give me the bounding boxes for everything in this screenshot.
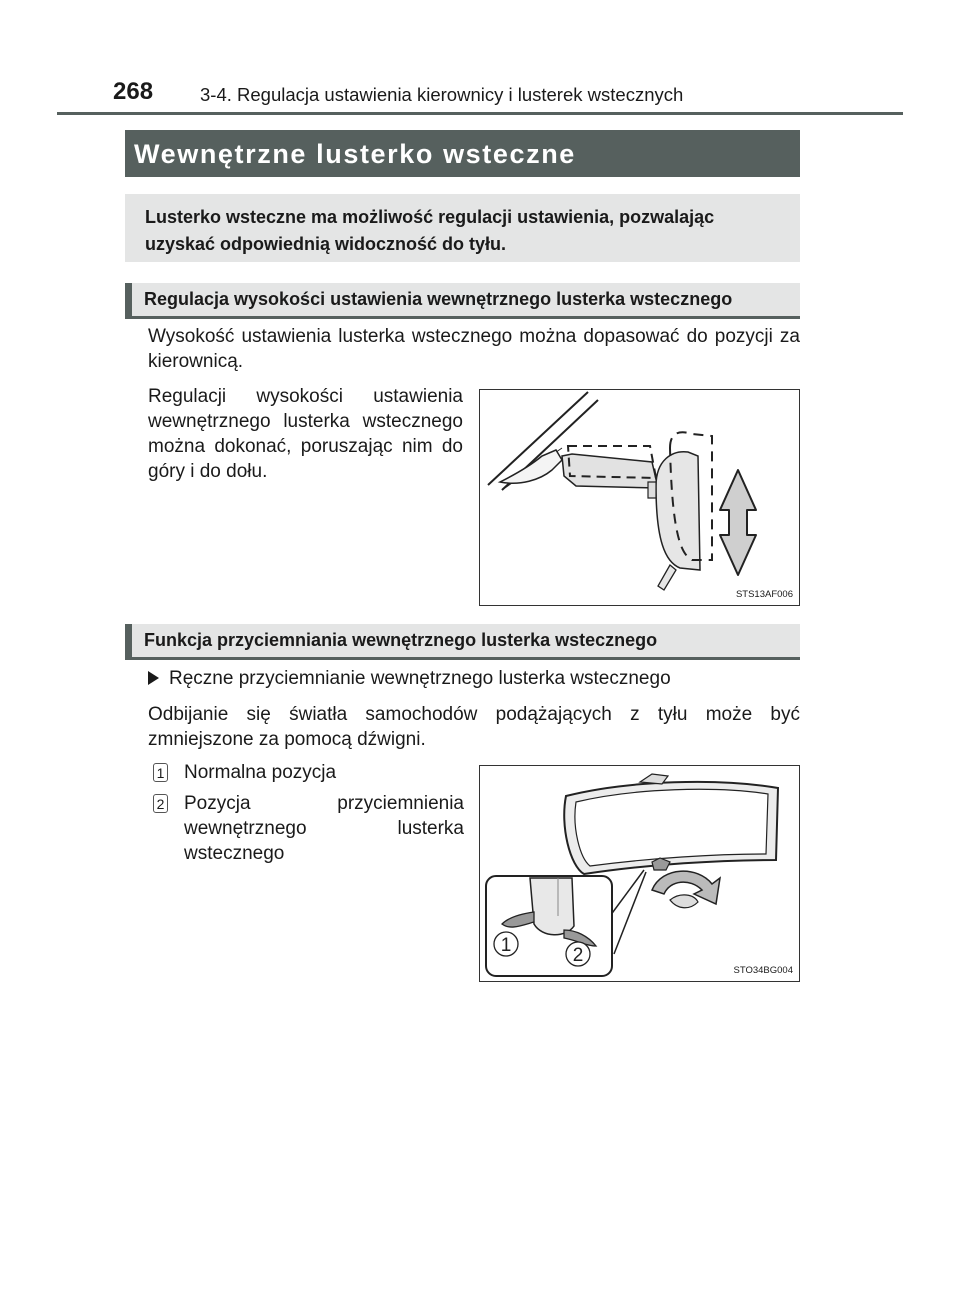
callout-2: 2 — [572, 945, 584, 966]
item-number: 1 — [153, 763, 168, 782]
header-rule — [57, 112, 903, 115]
paragraph-adjust: Regulacji wysokości ustawienia wewnętrznego lusterka wstecznego można dokonać, poruszając nim do góry i do dołu. — [148, 386, 463, 482]
intro-box — [125, 194, 800, 262]
item-text: Pozycja przyciemnienia wewnętrznego lusterka wstecznego — [184, 793, 464, 864]
paragraph-position: Wysokość ustawienia lusterka wstecznego można dopasować do pozycji za kierownicą. — [148, 326, 800, 372]
paragraph-reflection: Odbijanie się światła samochodów podążających z tyłu może być zmniejszone za pomocą dźwigni. — [148, 704, 800, 750]
section-header: 3-4. Regulacja ustawienia kierownicy i lusterek wstecznych — [200, 84, 684, 105]
page-number: 268 — [113, 78, 154, 105]
subheading-height-adjust — [125, 283, 800, 319]
page-title: Wewnętrzne lusterko wsteczne — [134, 139, 576, 169]
subheading-dimming — [125, 624, 800, 660]
subheading-text: Funkcja przyciemniania wewnętrznego lusterka wstecznego — [144, 630, 658, 650]
bullet-text: Ręczne przyciemnianie wewnętrznego lusterka wstecznego — [169, 668, 671, 689]
callout-1: 1 — [500, 935, 512, 956]
page-title-bar — [125, 130, 800, 177]
figure-mirror-dimming — [479, 765, 800, 982]
mirror-dimming-illustration — [480, 766, 799, 981]
figure-code: STO34BG004 — [733, 965, 793, 976]
figure-mirror-height — [479, 389, 800, 606]
subheading-text: Regulacja wysokości ustawienia wewnętrznego lusterka wstecznego — [144, 289, 733, 309]
figure-code: STS13AF006 — [735, 589, 793, 600]
item-number: 2 — [153, 794, 168, 813]
triangle-bullet-icon — [148, 671, 159, 685]
intro-text: Lusterko wsteczne ma możliwość regulacji ustawienia, pozwalając uzyskać odpowiednią widoczność do tyłu. — [145, 207, 715, 254]
mirror-height-illustration — [480, 390, 799, 605]
item-text: Normalna pozycja — [184, 762, 337, 783]
bullet-manual-dimming — [148, 668, 671, 690]
